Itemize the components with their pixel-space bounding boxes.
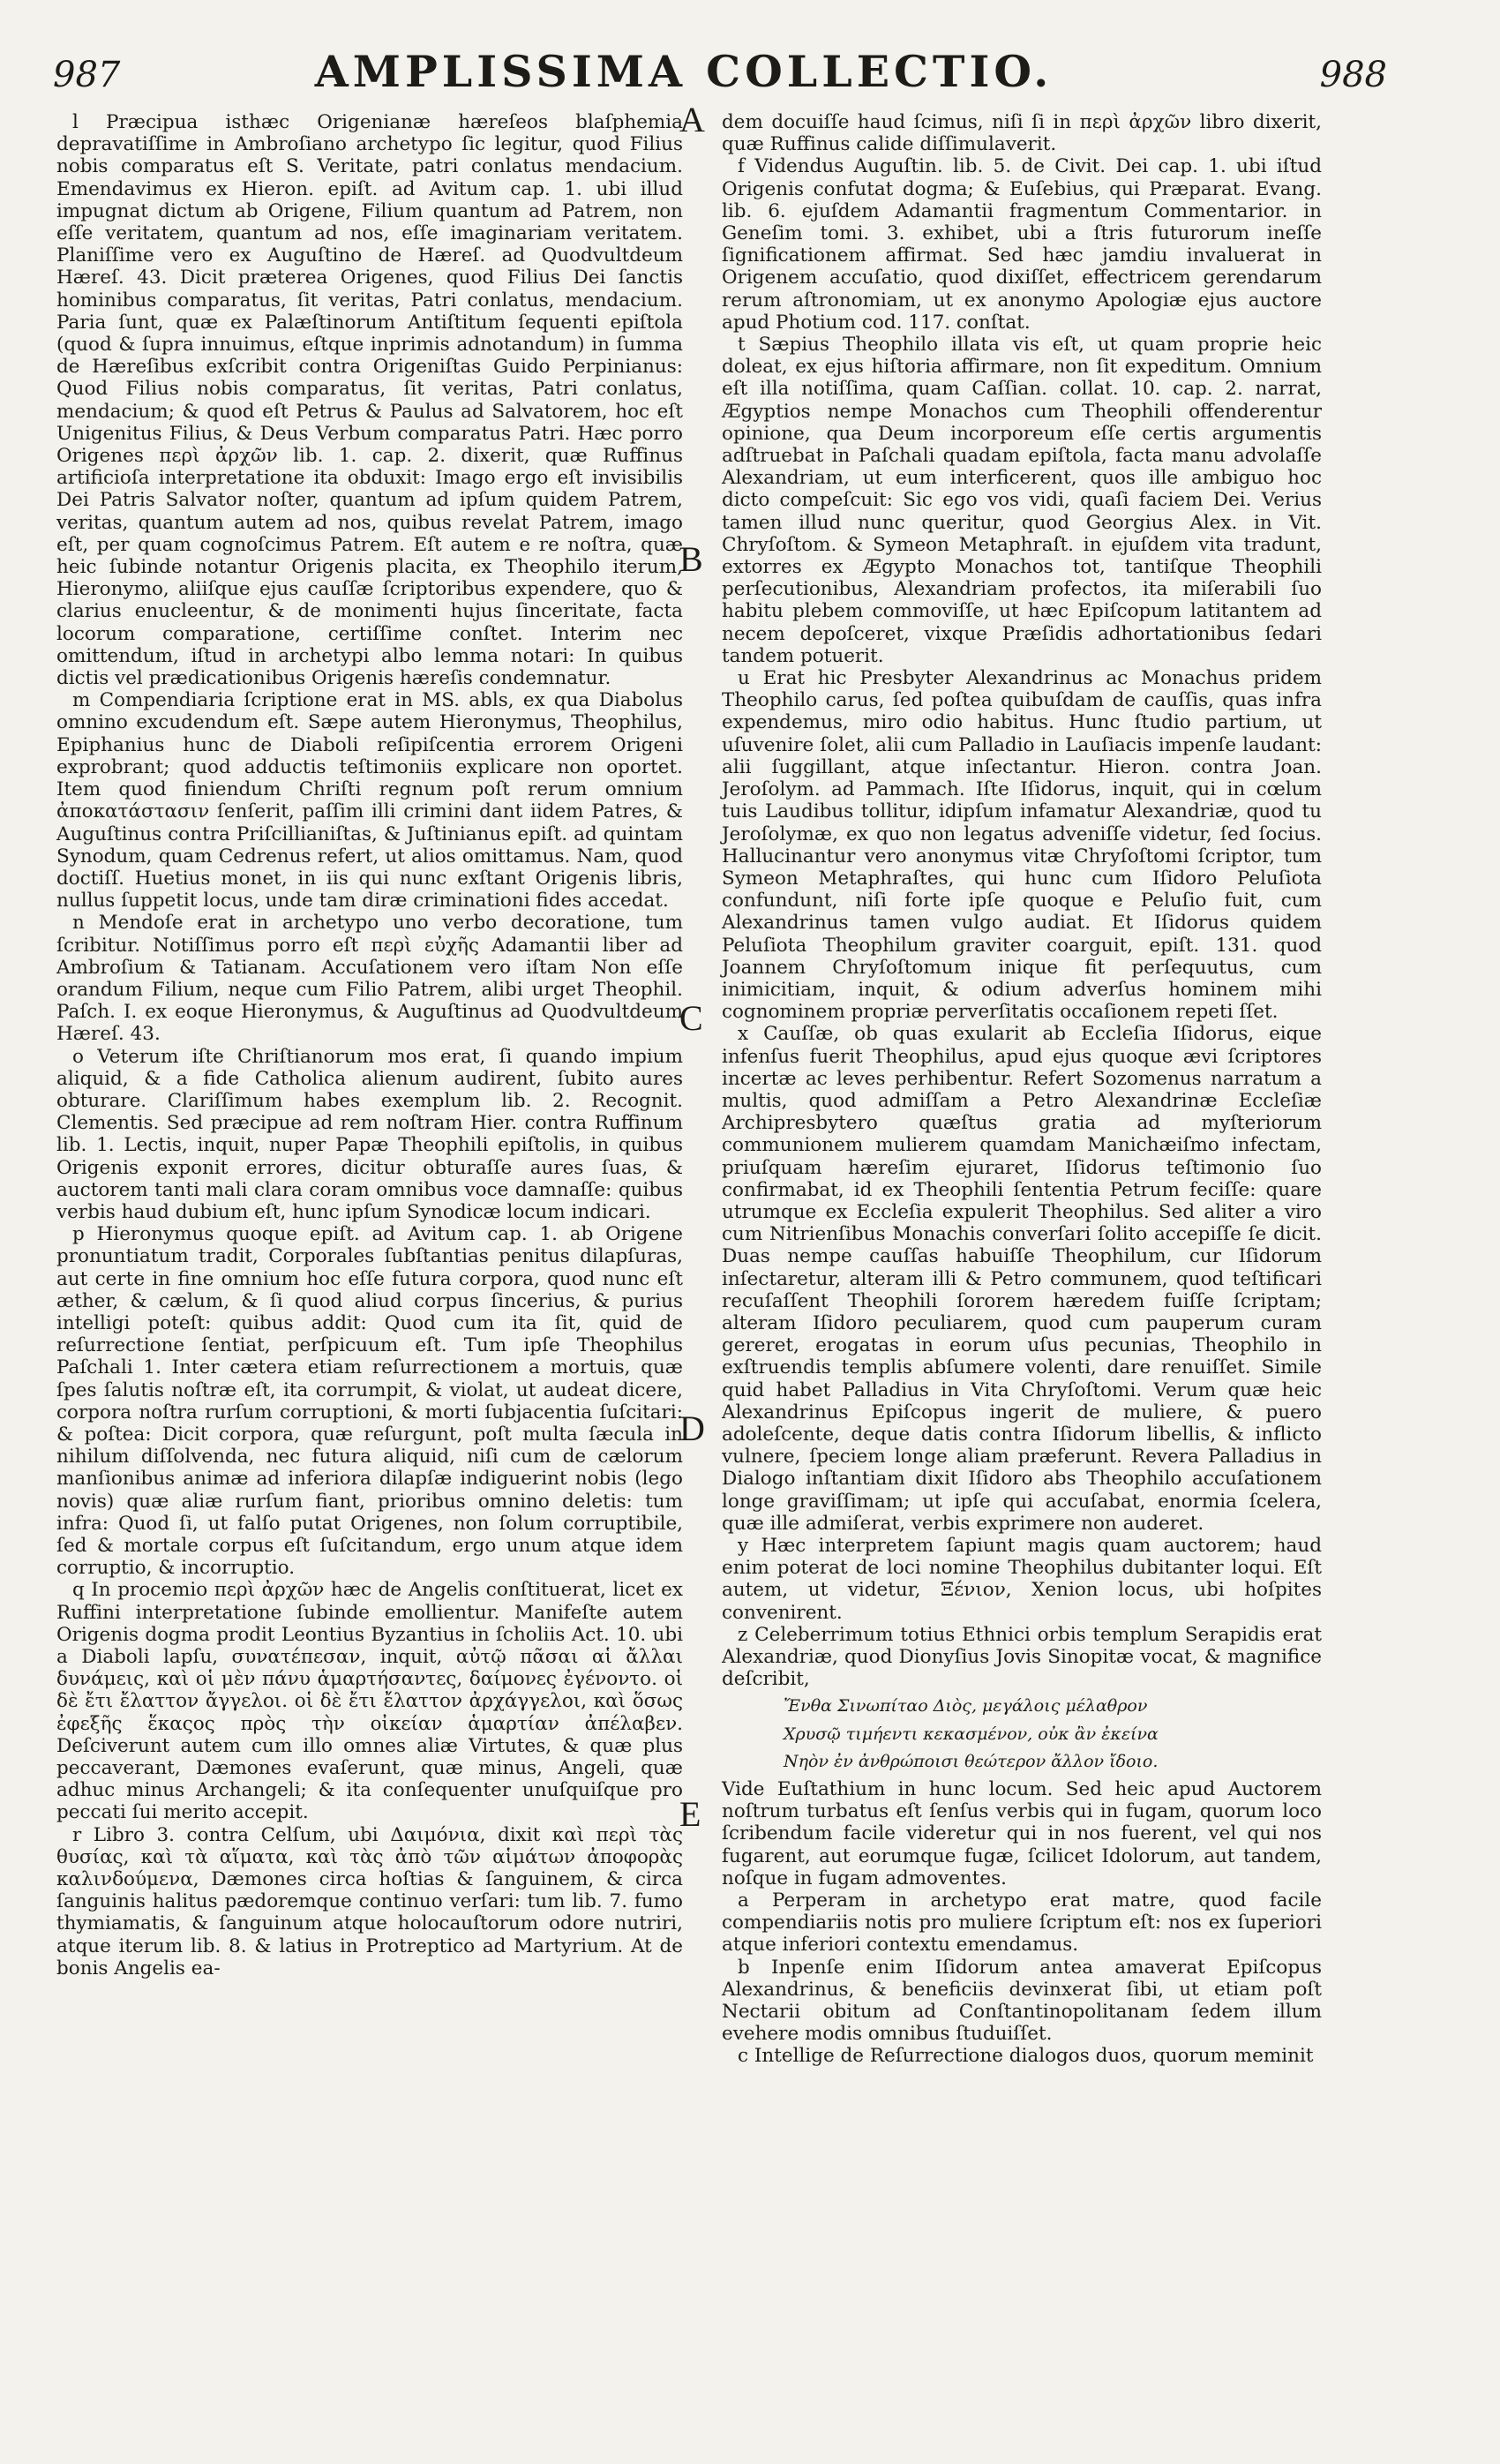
right-column	[722, 111, 1322, 2068]
greek-verse-line: Νηὸν ἐν ἀνθρώποισι θεώτερον ἄλλον ἴδοιο.	[784, 1751, 1159, 1771]
note-r: r Libro 3. contra Celſum, ubi Δαιμόνια, dixit καὶ περὶ τὰς θυσίας, καὶ τὰ αἵματα, καὶ τὰς ἀπὸ τῶν αἱμάτων ἀποφορὰς καλινδούμενα, Dæmones circa hoſtias & ſanguinem, & circa ſanguinis halitus pædoremque continuo verſari: tum lib. 7. fumo thymiamatis, & ſanguinum atque holocauſtorum odore nutriri, atque iterum lib. 8. & latius in Protreptico ad Martyrium. At de bonis Angelis ea-	[56, 1823, 683, 1979]
note-r-continued: dem docuiſſe haud ſcimus, niſi ſi in περὶ ἀρχῶν libro dixerit, quæ Ruffinus calide diſſimulaverit.	[722, 111, 1322, 156]
page-number-left: 987	[53, 55, 121, 95]
margin-letter-c: C	[679, 998, 703, 1038]
left-column	[56, 111, 683, 1979]
margin-letter-e: E	[679, 1794, 701, 1834]
note-q: q In procemio περὶ ἀρχῶν hæc de Angelis conſtituerat, licet ex Ruffini interpretatione ſubinde emollientur. Manifeſte autem Origenis dogma prodit Leontius Byzantius in ſcholiis Act. 10. ubi a Diaboli lapſu, συνατέπεσαν, inquit, αὐτῷ πᾶσαι αἱ ἄλλαι δυνάμεις, καὶ οἱ μὲν πάνυ ἁμαρτήσαντες, δαίμονες ἐγένοντο. οἱ δὲ ἔτι ἔλαττον ἄγγελοι. οἱ δὲ ἔτι ἔλαττον ἀρχάγγελοι, καὶ ὅσως ἐφεξῆς ἕκαςος πρὸς τὴν οἰκείαν ἁμαρτίαν ἀπέλαβεν. Deſciverunt autem cum illo omnes aliæ Virtutes, & quæ plus peccaverant, Dæmones evaſerunt, quæ minus, Angeli, quæ adhuc minus Archangeli; & ita conſequenter unuſquiſque pro peccati ſui merito accepit.	[56, 1579, 683, 1824]
running-title: AMPLISSIMA COLLECTIO.	[314, 46, 1054, 97]
note-z-continued: Vide Euſtathium in hunc locum. Sed heic apud Auctorem noſtrum turbatus eſt ſenſus verbis qui in fugam, quorum loco ſcribendum facile videretur qui in nos fuerent, vel qui nos fugarent, aut eorumque fugæ, ſcilicet Idolorum, aut tandem, noſque in fugam admoventes.	[722, 1778, 1322, 1889]
note-x: x Cauſſæ, ob quas exularit ab Eccleſia Iſidorus, eique infenſus fuerit Theophilus, apud ejus quoque ævi ſcriptores incertæ ac leves perhibentur. Refert Sozomenus narratum a multis, quod admiſſam a Petro Alexandrinæ Eccleſiæ Archipresbytero quæſtus gratia ad myſteriorum communionem mulierem quamdam Manichæiſmo infectam, priuſquam hæreſim ejuraret, Iſidorus teſtimonio ſuo confirmabat, id ex Theophili ſententia Petrum feciſſe: quare utrumque ex Eccleſia expulerit Theophilus. Sed aliter a viro cum Nitrienſibus Monachis converſari ſolito accepiſſe ſe dicit. Duas nempe cauſſas habuiſſe Theophilum, cur Iſidorum inſectaretur, alteram illi & Petro communem, quod teſtificari recuſaſſent Theophili ſororem hæredem fuiſſe ſcriptam; alteram Iſidoro peculiarem, quod cum pauperum curam gereret, erogatas in eorum uſus pecunias, Theophilo in exſtruendis templis abſumere volenti, dare renuiſſet. Simile quid habet Palladius in Vita Chryſoſtomi. Verum quæ heic Alexandrinus Epiſcopus ingerit de muliere, & puero adoleſcente, deque datis contra Iſidorum libellis, & inflicto vulnere, ſpeciem longe aliam præferunt. Revera Palladius in Dialogo inſtantiam dixit Iſidoro abs Theophilo accuſationem longe graviſſimam; ut ipſe qui accuſabat, enormia ſcelera, quæ ille admiſerat, verbis exprimere non auderet.	[722, 1023, 1322, 1535]
margin-letter-a: A	[679, 100, 705, 139]
note-o: o Veterum iſte Chriſtianorum mos erat, ſi quando impium aliquid, & a fide Catholica alienum audirent, ſubito aures obturare. Clariſſimum habes exemplum lib. 2. Recognit. Clementis. Sed præcipue ad rem noſtram Hier. contra Ruffinum lib. 1. Lectis, inquit, nuper Papæ Theophili epiſtolis, in quibus Origenis exponit errores, dicitur obturaſſe aures ſuas, & auctorem tanti mali clara coram omnibus voce damnaſſe: quibus verbis haud dubium eſt, hunc ipſum Synodicæ locum indicari.	[56, 1045, 683, 1223]
note-z: z Celeberrimum totius Ethnici orbis templum Serapidis erat Alexandriæ, quod Dionyſius Jovis Sinopitæ vocat, & magnifice deſcribit,	[722, 1623, 1322, 1691]
note-b: b Inpenſe enim Iſidorum antea amaverat Epiſcopus Alexandrinus, & beneficiis devinxerat ſibi, ut etiam poſt Nectarii obitum ad Conſtantinopolitanam ſedem illum evehere modis omnibus ſtuduiſſet.	[722, 1956, 1322, 2046]
note-a: a Perperam in archetypo erat matre, quod facile compendiariis notis pro muliere ſcriptum eſt: nos ex ſuperiori atque inferiori contextu emendamus.	[722, 1889, 1322, 1957]
note-y: y Hæc interpretem ſapiunt magis quam auctorem; haud enim poterat de loci nomine Theophilus dubitanter loqui. Eſt autem, ut videtur, Ξένιον, Xenion locus, ubi hoſpites convenirent.	[722, 1535, 1322, 1624]
greek-verse-line: Χρυσῷ τιμήεντι κεκασμένον, οὐκ ἂν ἐκείνα	[784, 1724, 1159, 1744]
note-u: u Erat hic Presbyter Alexandrinus ac Monachus pridem Theophilo carus, ſed poſtea quibuſdam de cauſſis, quas infra expendemus, miro odio habitus. Hunc ſtudio partium, ut uſuvenire ſolet, alii cum Palladio in Lauſiacis impenſe laudant: alii ſuggillant, atque inſectantur. Hieron. contra Joan. Jeroſolym. ad Pammach. Iſte Iſidorus, inquit, qui in cœlum tuis Laudibus tollitur, idipſum infamatur Alexandriæ, quod tu Jeroſolymæ, ex quo non legatus adveniſſe videtur, ſed ſocius. Hallucinantur vero anonymus vitæ Chryſoſtomi ſcriptor, tum Symeon Metaphraſtes, qui hunc cum Iſidoro Peluſiota confundunt, niſi forte ipſe quoque e Peluſio fuit, cum Alexandrinus tamen vulgo audiat. Et Iſidorus quidem Peluſiota Theophilum graviter coarguit, epiſt. 131. quod Joannem Chryſoſtomum inique fit perſequutus, cum inimicitiam, inquit, & odium adverſus hominem mihi cognominem propriæ perverſitatis occaſionem repeti ſſet.	[722, 667, 1322, 1024]
note-n: n Mendoſe erat in archetypo uno verbo decoratione, tum ſcribitur. Notiſſimus porro eſt περὶ εὐχῆς Adamantii liber ad Ambroſium & Tatianam. Accuſationem vero iſtam Non eſſe orandum Filium, neque cum Filio Patrem, alibi urget Theophil. Paſch. I. ex eoque Hieronymus, & Auguſtinus ad Quodvultdeum Hæreſ. 43.	[56, 912, 683, 1046]
note-l: l Præcipua isthæc Origenianæ hæreſeos blaſphemia depravatiſſime in Ambroſiano archetypo ſic legitur, quod Filius nobis comparatus eſt S. Veritate, patri conlatus mendacium. Emendavimus ex Hieron. epiſt. ad Avitum cap. 1. ubi illud impugnat dictum ab Origene, Filium quantum ad Patrem, non eſſe veritatem, quantum ad nos, eſſe imaginariam veritatem. Planiſſime vero ex Auguſtino de Hæreſ. ad Quodvultdeum Hæreſ. 43. Dicit præterea Origenes, quod Filius Dei ſanctis hominibus comparatus, ſit veritas, Patri conlatus, mendacium. Paria ſunt, quæ ex Palæſtinorum Antiſtitum ſequenti epiſtola (quod & ſupra innuimus, eſtque inprimis adnotandum) in ſumma de Hæreſibus exſcribit contra Origeniſtas Guido Perpinianus: Quod Filius nobis comparatus, ſit veritas, Patri conlatus, mendacium; & quod eſt Petrus & Paulus ad Salvatorem, hoc eſt Unigenitus Filius, & Deus Verbum comparatus Patri. Hæc porro Origenes περὶ ἀρχῶν lib. 1. cap. 2. dixerit, quæ Ruffinus artificioſa interpretatione ita obduxit: Imago ergo eſt invisibilis Dei Patris Salvator noſter, quantum ad ipſum quidem Patrem, veritas, quantum autem ad nos, quibus revelat Patrem, imago eſt, per quam cognoſcimus Patrem. Eſt autem e re noſtra, quæ heic ſubinde notantur Origenis placita, ex Theophilo iterum, Hieronymo, aliiſque ejus cauſſæ ſcriptoribus expendere, quo & clarius enucleentur, & de monimenti hujus ſinceritate, facta locorum comparatione, certiſſime conſtet. Interim nec omittendum, iſtud in archetypi albo lemma notari: In quibus dictis vel prædicationibus Origenis hæreſis condemnatur.	[56, 111, 683, 690]
note-m: m Compendiaria ſcriptione erat in MS. abls, ex qua Diabolus omnino excudendum eſt. Sæpe autem Hieronymus, Theophilus, Epiphanius hunc de Diaboli reſipiſcentia errorem Origeni exprobrant; quod adductis teſtimoniis explicare non oportet. Item quod finiendum Chriſti regnum poſt rerum omnium ἀποκατάστασιν ſenſerit, paſſim illi crimini dant iidem Patres, & Auguſtinus contra Priſcillianiſtas, & Juſtinianus epiſt. ad quintam Synodum, quam Cedrenus refert, ut alios omittamus. Nam, quod doctiſſ. Huetius monet, in iis qui nunc exſtant Origenis libris, nullus ſuppetit locus, unde tam diræ criminationi fides accedat.	[56, 689, 683, 913]
page-number-right: 988	[1319, 55, 1387, 95]
margin-letter-b: B	[679, 539, 703, 579]
note-p: p Hieronymus quoque epiſt. ad Avitum cap. 1. ab Origene pronuntiatum tradit, Corporales ſubſtantias penitus dilapſuras, aut certe in fine omnium hoc eſſe futura corpora, quod nunc eſt æther, & cælum, & ſi quod aliud corpus ſincerius, & purius intelligi poteſt: quibus addit: Quod cum ita ſit, quid de reſurrectione ſentiat, perſpicuum eſt. Tum ipſe Theophilus Paſchali 1. Inter cætera etiam reſurrectionem a mortuis, quæ ſpes ſalutis noſtræ eſt, ita corrumpit, & violat, ut audeat dicere, corpora noſtra rurſum corruptioni, & morti ſubjacentia ſuſcitari: & poſtea: Dicit corpora, quæ reſurgunt, poſt multa ſæcula in nihilum diſſolvenda, nec futura aliquid, niſi cum de cælorum manſionibus animæ ad inferiora dilapſæ indiguerint nobis (lego novis) quæ aliæ rurſum fiant, prioribus omnino deletis: tum infra: Quod ſi, ut falſo putat Origenes, non ſolum corruptibile, ſed & mortale corpus eſt ſuſcitandum, ergo unum atque idem corruptio, & incorruptio.	[56, 1223, 683, 1580]
note-s: f Videndus Auguſtin. lib. 5. de Civit. Dei cap. 1. ubi iſtud Origenis confutat dogma; & Euſebius, qui Præparat. Evang. lib. 6. ejuſdem Adamantii fragmentum Commentarior. in Geneſim tomi. 3. exhibet, ubi a ſtris futurorum ineſſe ſignificationem affirmat. Sed hæc jamdiu invaluerat in Origenem accuſatio, quod dixiſſet, effectricem gerendarum rerum aſtronomiam, ut ex anonymo Apologiæ ejus auctore apud Photium cod. 117. conſtat.	[722, 155, 1322, 334]
margin-letter-d: D	[679, 1409, 705, 1448]
note-t: t Sæpius Theophilo illata vis eſt, ut quam proprie heic doleat, ex ejus hiſtoria affirmare, non ſit expeditum. Omnium eſt illa notiſſima, quam Caſſian. collat. 10. cap. 2. narrat, Ægyptios nempe Monachos cum Theophili offenderentur opinione, qua Deum incorporeum eſſe certis argumentis adſtruebat in Paſchali quadam epiſtola, facta manu advolaſſe Alexandriam, ut eum interficerent, quos ille ambiguo hoc dicto compeſcuit: Sic ego vos vidi, quaſi faciem Dei. Verius tamen illud nunc queritur, quod Georgius Alex. in Vit. Chryſoſtom. & Symeon Metaphraſt. in ejuſdem vita tradunt, extorres ex Ægypto Monachos tot, tantiſque Theophili perſecutionibus, Alexandriam profectos, ita miſerabili ſuo habitu plebem commoviſſe, ut hæc Epiſcopum latitantem ad necem depoſceret, vixque Præſidis adhortationibus ſedari tandem potuerit.	[722, 334, 1322, 667]
note-c: c Intellige de Reſurrectione dialogos duos, quorum meminit	[738, 2045, 1314, 2068]
greek-verse-line: Ἔνθα Σινωπίταο Διὸς, μεγάλοις μέλαθρον	[784, 1696, 1148, 1717]
